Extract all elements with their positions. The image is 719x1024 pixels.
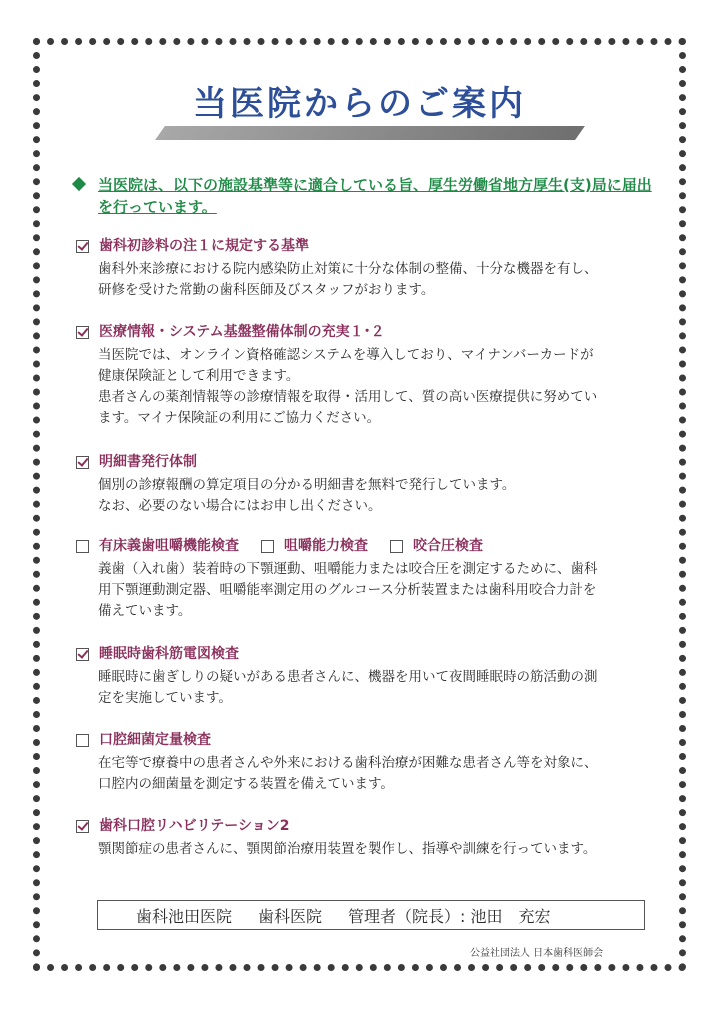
checked-checkbox-icon xyxy=(76,240,89,253)
checked-checkbox-icon xyxy=(76,326,89,339)
section-heading-text: 歯科初診料の注１に規定する基準 xyxy=(99,238,309,254)
section-oral-bacteria-test xyxy=(76,730,666,795)
unchecked-checkbox-icon xyxy=(76,540,89,553)
section-heading xyxy=(76,816,666,836)
section-heading-text: 医療情報・システム基盤整備体制の充実１･２ xyxy=(99,324,385,340)
section-body xyxy=(76,753,666,795)
section-heading-text: 明細書発行体制 xyxy=(99,454,197,470)
section-body xyxy=(76,475,666,517)
subheading-text: 咀嚼能力検査 xyxy=(284,538,368,554)
association-credit: 公益社団法人 日本歯科医師会 xyxy=(470,948,604,959)
section-heading xyxy=(76,644,666,664)
checked-checkbox-icon xyxy=(76,820,89,833)
body-line: 顎関節症の患者さんに、顎関節治療用装置を製作し、指導や訓練を行っています。 xyxy=(98,841,597,857)
checked-checkbox-icon xyxy=(76,456,89,469)
body-line: 歯科外来診療における院内感染防止対策に十分な体制の整備、十分な機器を有し、 xyxy=(98,261,598,277)
body-line: 睡眠時に歯ぎしりの疑いがある患者さんに、機器を用いて夜間睡眠時の筋活動の測 xyxy=(98,669,598,685)
section-heading xyxy=(76,236,666,256)
unchecked-checkbox-icon xyxy=(390,540,403,553)
body-line: ます。マイナ保険証の利用にご協力ください。 xyxy=(98,410,381,426)
body-line: 備えています。 xyxy=(98,603,192,619)
intro-text: 当医院は、以下の施設基準等に適合している旨、厚生労働省地方厚生(支)局に届出を行っています。 xyxy=(98,176,652,216)
section-oral-rehabilitation xyxy=(76,816,666,860)
section-body xyxy=(76,667,666,709)
page-title: 当医院からのご案内 xyxy=(193,84,526,124)
section-sleep-emg xyxy=(76,644,666,709)
section-body xyxy=(76,345,666,429)
clinic-manager: 管理者（院長）: 池田 充宏 xyxy=(348,906,551,926)
section-heading-text: 睡眠時歯科筋電図検査 xyxy=(99,646,239,662)
body-line: 当医院では、オンライン資格確認システムを導入しており、マイナンバーカードが xyxy=(98,347,594,363)
section-mastication-tests xyxy=(76,536,666,622)
body-line: 定を実施しています。 xyxy=(98,690,232,706)
body-line: 用下顎運動測定器、咀嚼能率測定用のグルコース分析装置または歯科用咬合力計を xyxy=(98,582,597,598)
body-line: 在宅等で療養中の患者さんや外来における歯科治療が困難な患者さん等を対象に、 xyxy=(98,755,598,771)
checked-checkbox-icon xyxy=(76,648,89,661)
body-line: 個別の診療報酬の算定項目の分かる明細書を無料で発行しています。 xyxy=(98,477,516,493)
subheading-text: 咬合圧検査 xyxy=(413,538,483,554)
section-body xyxy=(76,559,666,622)
body-line: 患者さんの薬剤情報等の診療情報を取得・活用して、質の高い医療提供に努めてい xyxy=(98,389,598,405)
section-heading xyxy=(76,730,666,750)
subheading-item xyxy=(261,536,368,556)
body-line: 義歯（入れ歯）装着時の下顎運動、咀嚼能力または咬合圧を測定するために、歯科 xyxy=(98,561,598,577)
clinic-department: 歯科医院 xyxy=(258,906,323,926)
section-medical-info-system xyxy=(76,322,666,429)
subheading-item xyxy=(76,536,239,556)
section-itemized-receipt xyxy=(76,452,666,517)
unchecked-checkbox-icon xyxy=(261,540,274,553)
section-initial-exam-standard xyxy=(76,236,666,301)
body-line: 口腔内の細菌量を測定する装置を備えています。 xyxy=(98,776,394,792)
clinic-info-box xyxy=(97,900,645,930)
section-heading-text: 歯科口腔リハビリテーション2 xyxy=(99,818,290,834)
subheading-item xyxy=(390,536,483,556)
subheading-text: 有床義歯咀嚼機能検査 xyxy=(99,538,239,554)
unchecked-checkbox-icon xyxy=(76,734,89,747)
section-heading xyxy=(76,322,666,342)
section-heading-text: 口腔細菌定量検査 xyxy=(99,732,211,748)
intro-notice xyxy=(74,174,664,218)
title-underline-bar xyxy=(155,126,585,140)
body-line: 健康保険証として利用できます。 xyxy=(98,368,300,384)
section-body xyxy=(76,259,666,301)
section-heading xyxy=(76,452,666,472)
body-line: なお、必要のない場合にはお申し出ください。 xyxy=(98,498,382,514)
section-body xyxy=(76,839,666,860)
body-line: 研修を受けた常勤の歯科医師及びスタッフがおります。 xyxy=(98,282,435,298)
clinic-name: 歯科池田医院 xyxy=(136,906,233,926)
section-heading xyxy=(76,536,666,556)
